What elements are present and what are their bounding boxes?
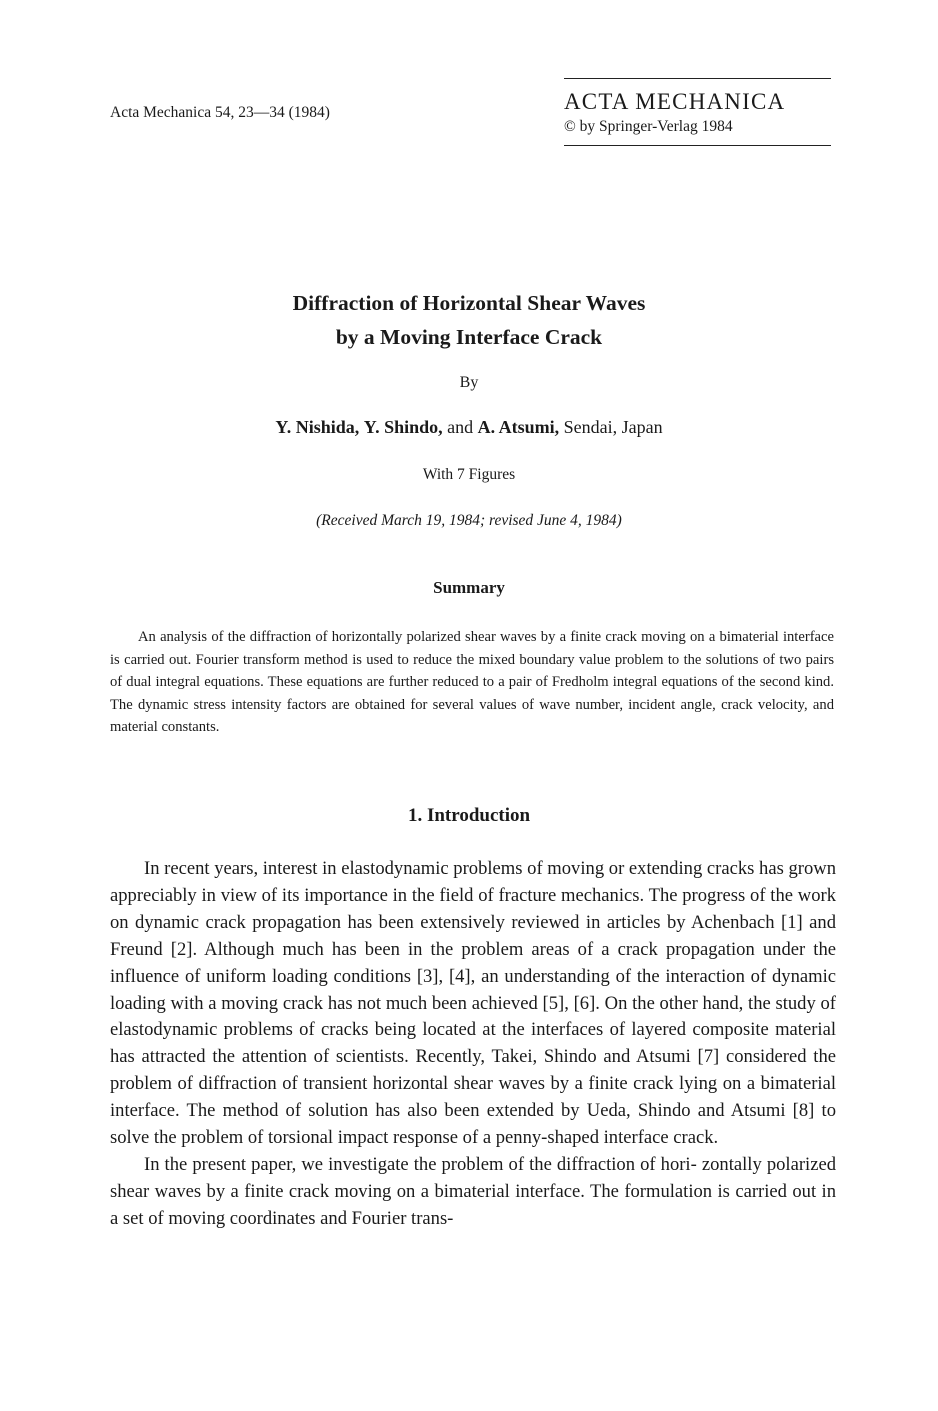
journal-name: ACTA MECHANICA [564, 89, 786, 114]
intro-paragraph-2: In the present paper, we investigate the problem of the diffraction of hori- zontally polarized shear waves by a finite crack moving on a bimaterial interface. The formulation is carried out in a set of moving coordinates and Fourier trans- [110, 1153, 836, 1229]
figures-note: With 7 Figures [422, 466, 516, 483]
by-line: By [459, 374, 479, 391]
introduction-body [110, 856, 836, 1233]
title-line-2: by a Moving Interface Crack [335, 325, 603, 349]
received-dates: (Received March 19, 1984; revised June 4, 1984) [316, 512, 622, 529]
author-location: Sendai, Japan [563, 417, 663, 437]
author-list [0, 417, 938, 438]
title-line-1: Diffraction of Horizontal Shear Waves [292, 291, 646, 315]
author-atsumi: A. Atsumi, [477, 417, 560, 437]
introduction-heading: 1. Introduction [407, 805, 531, 826]
intro-paragraph-1: In recent years, interest in elastodynamic problems of moving or extending cracks has grown appreciably in view of its importance in the field of fracture mechanics. The progress of the work on dynamic crack propagation has been extensively reviewed in articles by Achenbach [1] and Freund [2]. Although much has been in the problem areas of a crack propagation under the influence of uniform loading conditions [3], [4], an understanding of the interaction of dynamic loading with a moving crack has not much been achieved [5], [6]. On the other hand, the study of elastodynamic problems of cracks being located at the interfaces of layered composite material has attracted the attention of scientists. Recently, Takei, Shindo and Atsumi [7] considered the problem of diffraction of transient horizontal shear waves by a finite crack lying on a bimaterial interface. The method of solution has also been extended by Ueda, Shindo and Atsumi [8] to solve the problem of torsional impact response of a penny-shaped interface crack. [110, 858, 836, 1149]
author-conjunction: and [447, 417, 474, 437]
masthead-top-rule [564, 78, 831, 79]
article-title [0, 286, 938, 354]
copyright-notice: © by Springer-Verlag 1984 [564, 118, 733, 135]
author-nishida: Y. Nishida, [275, 417, 360, 437]
summary-heading: Summary [433, 578, 505, 597]
summary-paragraph: An analysis of the diffraction of horizontally polarized shear waves by a finite crack moving on a bimaterial interface is carried out. Fourier transform method is used to reduce the mixed boundary value problem to the solutions of two pairs of dual integral equations. These equations are further reduced to a pair of Fredholm integral equations of the second kind. The dynamic stress intensity factors are obtained for several values of wave number, incident angle, crack velocity, and material constants. [110, 629, 834, 736]
summary-abstract [110, 626, 834, 739]
journal-masthead [564, 78, 831, 146]
masthead-bottom-rule [564, 145, 831, 146]
journal-citation: Acta Mechanica 54, 23—34 (1984) [110, 104, 330, 121]
author-shindo: Y. Shindo, [363, 417, 443, 437]
